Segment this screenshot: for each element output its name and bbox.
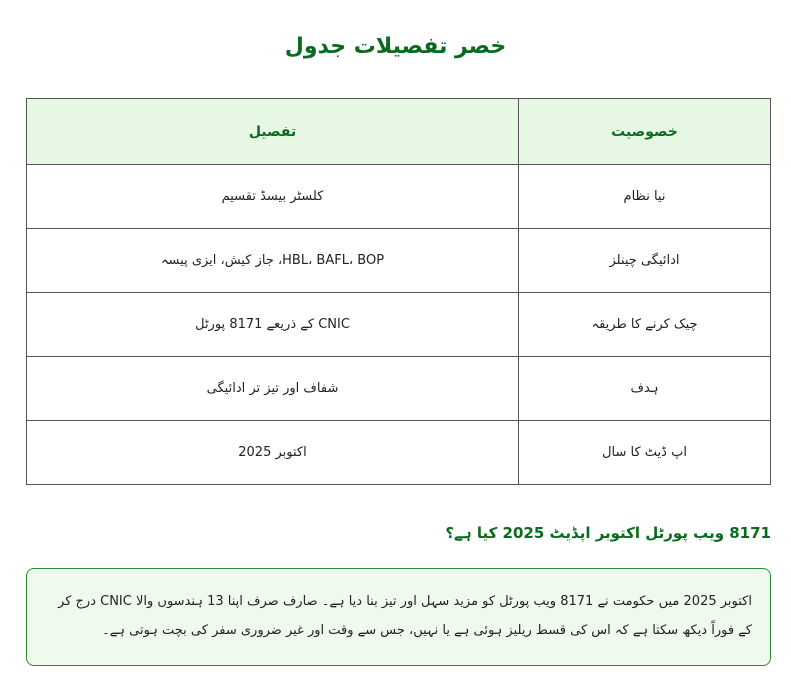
- info-paragraph: اکتوبر 2025 میں حکومت نے 8171 ویب پورٹل کو مزید سہل اور تیز بنا دیا ہے۔ صارف صرف اپنا 13 ہندسوں والا CNIC درج کر کے فوراً دیکھ سکتا ہے کہ اس کی قسط ریلیز ہوئی ہے یا نہیں، جس سے وقت اور غیر ضروری سفر کی بچت ہوتی ہے۔: [58, 594, 752, 638]
- table-row: [27, 357, 771, 421]
- feature-cell: اپ ڈیٹ کا سال: [519, 421, 771, 485]
- detail-cell: کلسٹر بیسڈ تقسیم: [27, 165, 519, 229]
- table-row: [27, 293, 771, 357]
- header-detail: تفصیل: [27, 99, 519, 165]
- table-row: [27, 421, 771, 485]
- section-heading: 8171 ویب پورٹل اکتوبر اپڈیٹ 2025 کیا ہے؟: [445, 524, 771, 542]
- page-title: خصر تفصیلات جدول: [284, 34, 507, 59]
- info-box: [26, 568, 771, 666]
- feature-cell: ہدف: [519, 357, 771, 421]
- feature-cell: نیا نظام: [519, 165, 771, 229]
- feature-cell: چیک کرنے کا طریقہ: [519, 293, 771, 357]
- header-feature: خصوصیت: [519, 99, 771, 165]
- table-row: [27, 165, 771, 229]
- feature-cell: ادائیگی چینلز: [519, 229, 771, 293]
- detail-cell: HBL، BAFL، BOP، جاز کیش، ایزی پیسہ: [27, 229, 519, 293]
- detail-cell: شفاف اور تیز تر ادائیگی: [27, 357, 519, 421]
- detail-cell: CNIC کے ذریعے 8171 پورٹل: [27, 293, 519, 357]
- table-header-row: [27, 99, 771, 165]
- detail-cell: اکتوبر 2025: [27, 421, 519, 485]
- table-row: [27, 229, 771, 293]
- summary-table: [26, 98, 771, 485]
